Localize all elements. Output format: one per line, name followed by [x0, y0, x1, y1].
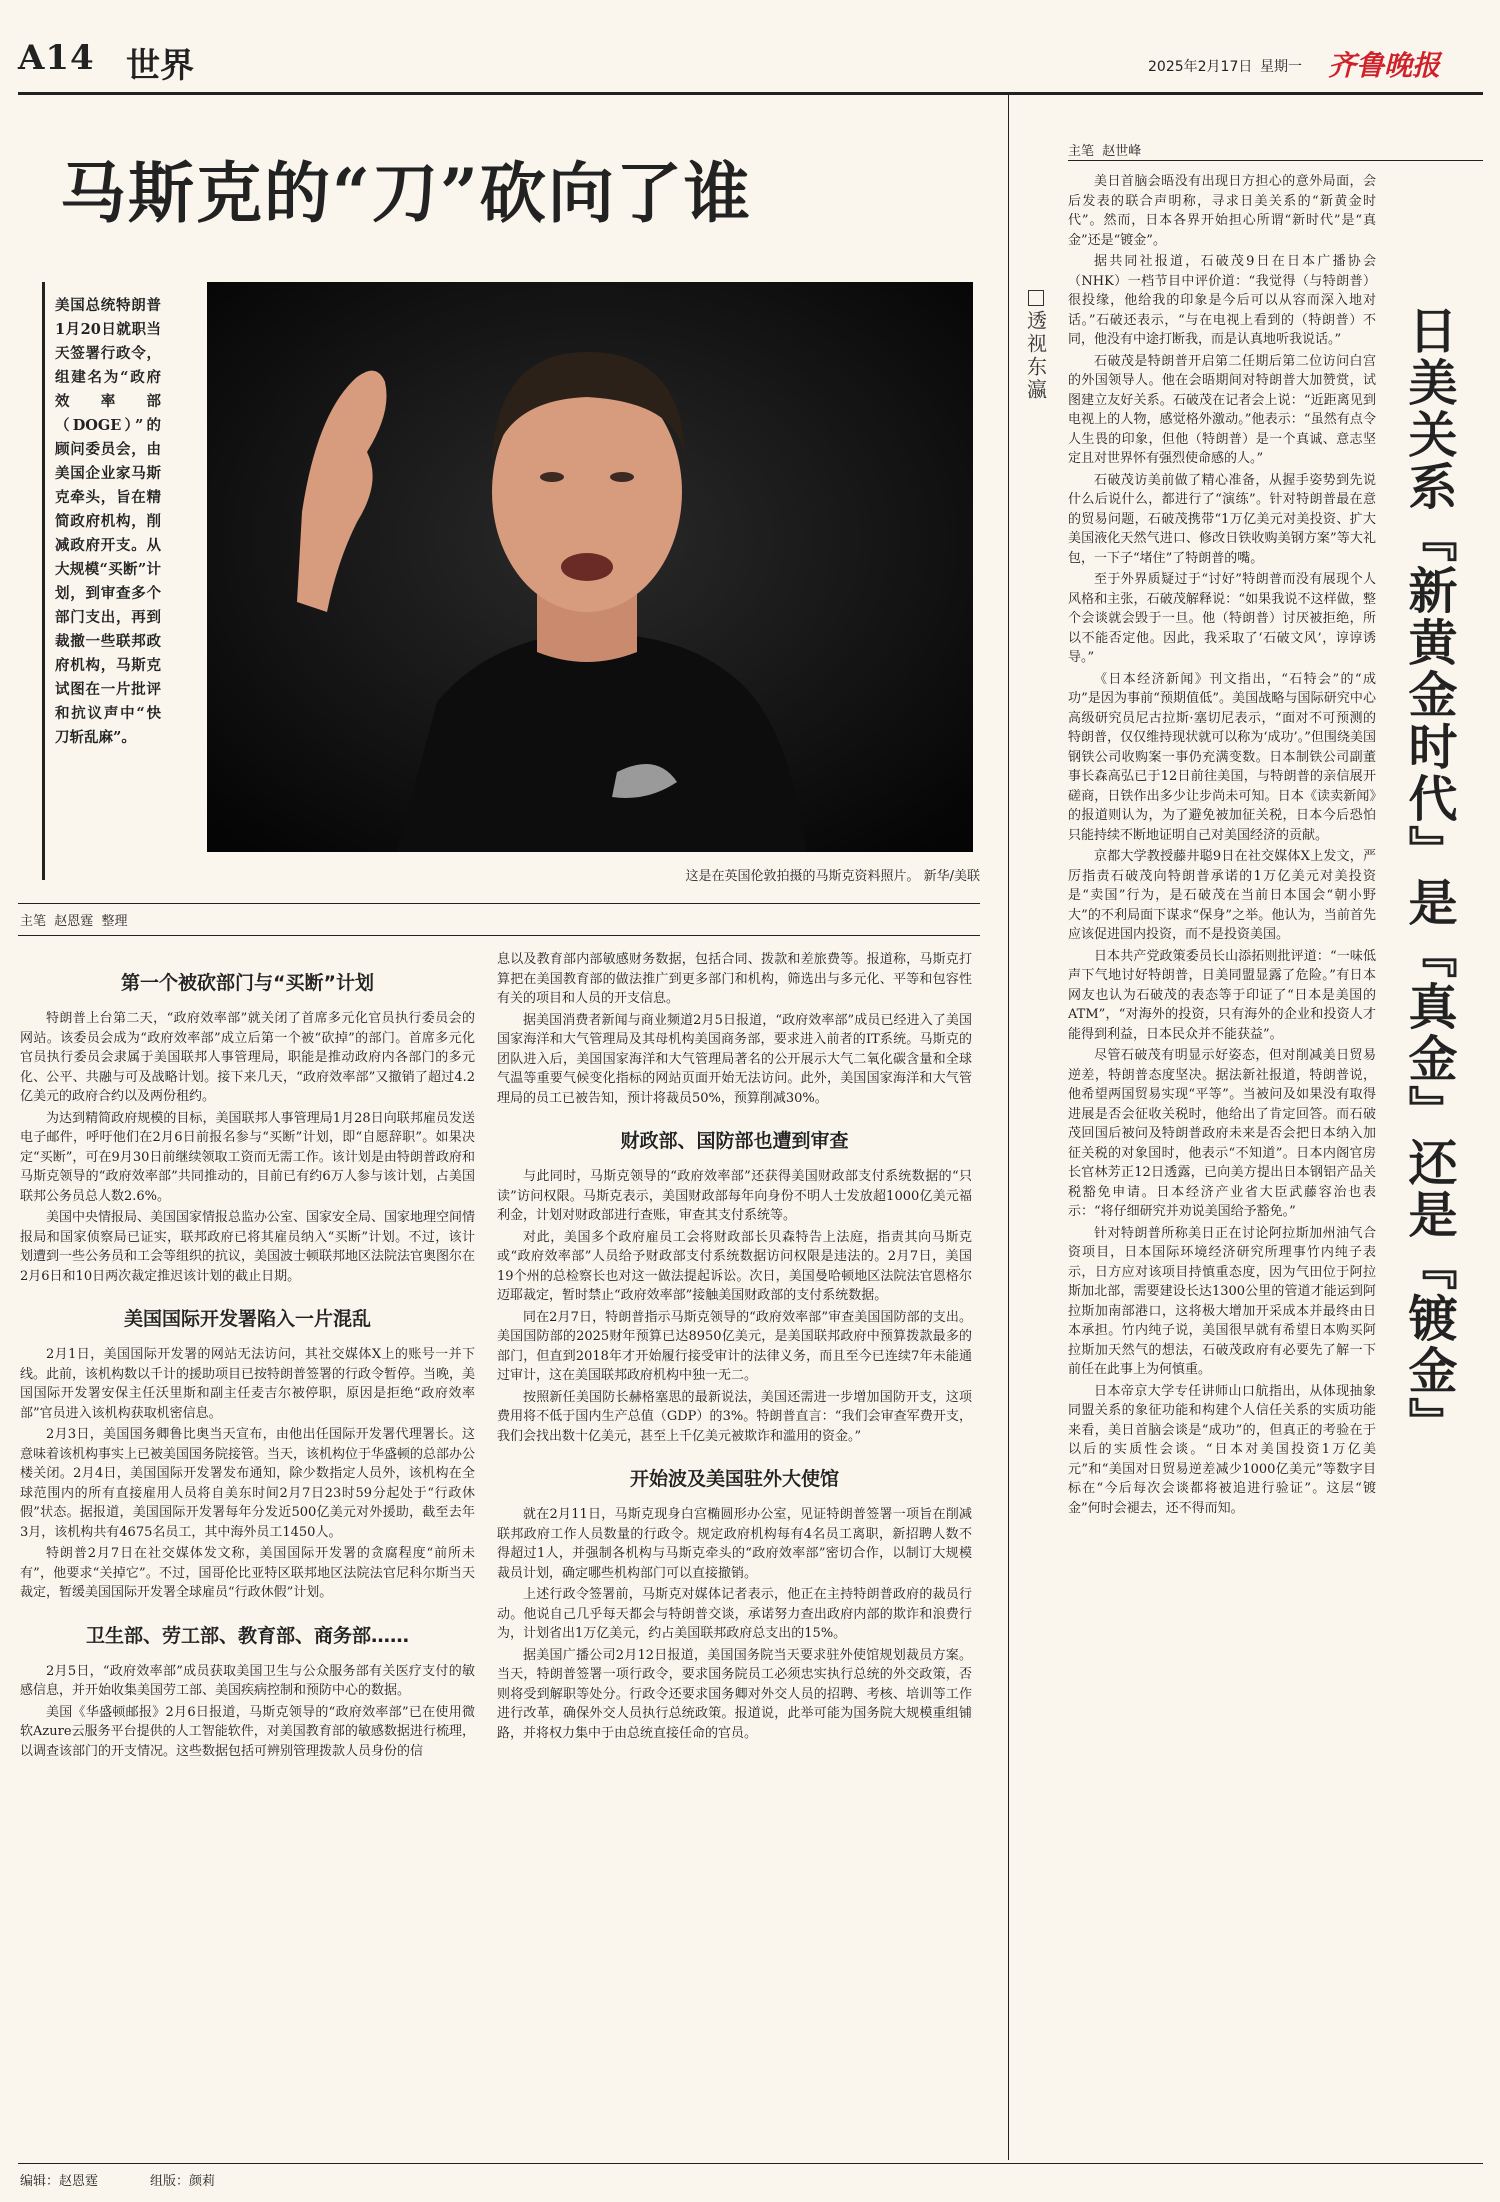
musk-photo-illustration: [207, 282, 973, 852]
subheading: 财政部、国防部也遭到审查: [620, 1130, 849, 1152]
paragraph: 据共同社报道，石破茂9日在日本广播协会（NHK）一档节目中评价道：“我觉得（与特朗普）很投缘，他给我的印象是今后可以从容而深入地对话。”石破还表示，“与在电视上看到的（特朗普）不同，他没有中途打断我，而是认真地听我说话。”: [1068, 254, 1376, 347]
left-byline: 主笔 赵恩霆 整理: [20, 914, 128, 929]
right-headline-line: 『新黄金时代』: [1401, 513, 1459, 877]
paragraph: 据美国消费者新闻与商业频道2月5日报道，“政府效率部”成员已经进入了美国国家海洋和大气管理局及其母机构美国商务部，要求进入前者的IT系统。马斯克的团队进入后，美国国家海洋和大气管理局著名的公开展示大气二氧化碳含量和全球气温等重要气候变化指标的网站页面开始无法访问。此外，美国国家海洋和大气管理局的员工已被告知，预计将裁员50%，预算削减30%。: [497, 1012, 972, 1106]
byline-rule-bottom: [18, 935, 980, 936]
right-byline: 主笔 赵世峰: [1068, 144, 1142, 159]
section-name: 世界: [126, 46, 194, 86]
lead-box: [42, 282, 160, 880]
paragraph: 与此同时，马斯克领导的“政府效率部”还获得美国财政部支付系统数据的“只读”访问权限。马斯克表示，美国财政部每年向身份不明人士发放超1000亿美元福利金，计划对财政部进行查账，审查其支付系统等。: [497, 1169, 972, 1223]
paragraph: 按照新任美国防长赫格塞思的最新说法，美国还需进一步增加国防开支，这项费用将不低于国内生产总值（GDP）的3%。特朗普直言：“我们会审查军费开支，我们会找出数十亿美元，甚至上千亿美元被欺诈和滥用的资金。”: [497, 1389, 972, 1444]
column-divider: [1008, 95, 1009, 2160]
column-label: [1020, 290, 1052, 402]
paragraph: 至于外界质疑过于“讨好”特朗普而没有展现个人风格和主张，石破茂解释说：“如果我说不这样做，整个会谈就会毁于一旦。他（特朗普）讨厌被拒绝，所以不能否定他。因此，我采取了‘石破文风’，谆谆诱导。”: [1068, 572, 1376, 665]
lead-text: 美国总统特朗普1月20日就职当天签署行政令，组建名为“政府效率部（DOGE）”的顾问委员会，由美国企业家马斯克牵头，旨在精简政府机构，削减政府开支。从大规模“买断”计划，到审查多个部门支出，再到裁撤一些联邦政府机构，马斯克试图在一片批评和抗议声中“快刀斩乱麻”。: [55, 297, 161, 746]
right-article-body: [1068, 172, 1376, 2160]
footer-rule: [18, 2163, 1483, 2164]
article-column-1: [20, 950, 475, 2160]
paragraph: 2月1日，美国国际开发署的网站无法访问，其社交媒体X上的账号一并下线。此前，该机构数以千计的援助项目已按特朗普签署的行政令暂停。当晚，美国国际开发署安保主任沃里斯和副主任麦吉尔被停职，原因是拒绝“政府效率部”官员进入该机构获取机密信息。: [20, 1347, 475, 1421]
subheading: 第一个被砍部门与“买断”计划: [121, 972, 374, 994]
article-column-2: [497, 950, 972, 2160]
paragraph: 美国《华盛顿邮报》2月6日报道，马斯克领导的“政府效率部”已在使用微软Azure云服务平台提供的人工智能软件，对美国教育部的敏感数据进行梳理，以调查该部门的开支情况。这些数据包括可辨别管理拨款人员身份的信: [20, 1704, 475, 1759]
paragraph: 美国中央情报局、美国国家情报总监办公室、国家安全局、国家地理空间情报局和国家侦察局已证实，联邦政府已将其雇员纳入“买断”计划。不过，该计划遭到一些公务员和工会等组织的抗议，美国波士顿联邦地区法院法官奥图尔在2月6日和10日两次裁定推迟该计划的截止日期。: [20, 1210, 475, 1284]
paragraph: 京都大学教授藤井聪9日在社交媒体X上发文，严厉指责石破茂向特朗普承诺的1万亿美元对美投资是“卖国”行为，是石破茂在当前日本国会“朝小野大”的不利局面下谋求“保身”之举。他认为，当前首先应该促进国内投资，而不是投资美国。: [1068, 849, 1376, 942]
photo-caption: 这是在英国伦敦拍摄的马斯克资料照片。 新华/美联: [685, 869, 980, 884]
footer-editor: 编辑：赵恩霆: [20, 2174, 99, 2189]
paragraph: 息以及教育部内部敏感财务数据，包括合同、拨款和差旅费等。报道称，马斯克打算把在美国教育部的做法推广到更多部门和机构，筛选出与多元化、平等和包容性有关的项目和人员的开支信息。: [497, 952, 972, 1006]
paragraph: 据美国广播公司2月12日报道，美国国务院当天要求驻外使馆规划裁员方案。当天，特朗普签署一项行政令，要求国务院员工必须忠实执行总统的外交政策，否则将受到解职等处分。行政令还要求国务卿对外交人员的招聘、考核、培训等工作进行改革，确保外交人员执行总统政策。报道说，此举可能为国务院大规模重组铺路，并将权力集中于由总统直接任命的官员。: [497, 1647, 972, 1741]
page-header: [18, 30, 1483, 90]
subheading: 开始波及美国驻外大使馆: [629, 1468, 839, 1490]
newspaper-logo: 齐鲁晚报: [1328, 49, 1441, 82]
right-byline-rule: [1068, 160, 1483, 161]
paragraph: 上述行政令签署前，马斯克对媒体记者表示，他正在主持特朗普政府的裁员行动。他说自己几乎每天都会与特朗普交谈，承诺努力查出政府内部的欺诈和浪费行为，计划省出1万亿美元，约占美国联邦政府总支出的15%。: [497, 1587, 972, 1641]
paragraph: 同在2月7日，特朗普指示马斯克领导的“政府效率部”审查美国国防部的支出。美国国防部的2025财年预算已达8950亿美元，是美国联邦政府中预算拨款最多的部门，但直到2018年才开始履行接受审计的法律义务，而且至今已连续7年未能通过审计，这在美国联邦政府机构中独一无二。: [497, 1309, 972, 1383]
paragraph: 尽管石破茂有明显示好姿态，但对削减美日贸易逆差，特朗普态度坚决。据法新社报道，特朗普说，他希望两国贸易实现“平等”。当被问及如果没有取得进展是否会征收关税时，他给出了肯定回答。而石破茂回国后被问及特朗普政府未来是否会把日本纳入加征关税的对象国时，他表示“不知道”。日本内阁官房长官林芳正12日透露，已向美方提出日本钢铝产品关税豁免申请。日本经济产业省大臣武藤容治也表示：“将仔细研究并劝说美国给予豁免。”: [1068, 1048, 1376, 1219]
issue-weekday: 星期一: [1260, 59, 1302, 75]
paragraph: 日本共产党政策委员长山添拓则批评道：“一味低声下气地讨好特朗普，日美同盟显露了危险。”有日本网友也认为石破茂的表态等于印证了“日本是美国的ATM”，“对海外的投资，只有海外的企业和投资人才能得到利益，日本民众并不能获益”。: [1068, 948, 1376, 1042]
right-headline-line: 还是『镀金』: [1401, 1137, 1459, 1449]
paragraph: 对此，美国多个政府雇员工会将财政部长贝森特告上法庭，指责其向马斯克或“政府效率部”人员给予财政部支付系统数据访问权限是违法的。2月7日，美国19个州的总检察长也对这一做法提起诉讼。次日，美国曼哈顿地区法院法官恩格尔迈耶裁定，暂时禁止“政府效率部”接触美国财政部的支付系统数据。: [497, 1229, 972, 1303]
paragraph: 2月3日，美国国务卿鲁比奥当天宣布，由他出任国际开发署代理署长。这意味着该机构事实上已被美国国务院接管。当天，该机构位于华盛顿的总部办公楼关闭。2月4日，美国国际开发署发布通知，除少数指定人员外，该机构在全球范围内的所有直接雇用人员将自美东时间2月7日23时59分起处于“行政休假”状态。据报道，美国国际开发署每年分发近500亿美元对外援助，截至去年3月，该机构共有4675名员工，其中海外员工1450人。: [20, 1427, 475, 1540]
paragraph: 针对特朗普所称美日正在讨论阿拉斯加州油气合资项目，日本国际环境经济研究所理事竹内纯子表示，日方应对该项目持慎重态度，因为气田位于阿拉斯加北部，需要建设长达1300公里的管道才能运到阿拉斯加南部港口，这将极大增加开采成本并最终由日本承担。竹内纯子说，美国很早就有希望日本购买阿拉斯加天然气的想法，石破茂政府有必要先了解一下前任在此事上为何慎重。: [1068, 1225, 1376, 1377]
paragraph: 特朗普上台第二天，“政府效率部”就关闭了首席多元化官员执行委员会的网站。该委员会成为“政府效率部”成立后第一个被“砍掉”的部门。首席多元化官员执行委员会隶属于美国联邦人事管理局，职能是推动政府内各部门的多元化、公平、共融与可及战略计划。接下来几天，“政府效率部”又撤销了超过4.2亿美元的政府合约以及两份租约。: [20, 1011, 475, 1104]
musk-photo: [207, 282, 973, 852]
page-number: A14: [18, 38, 95, 78]
footer-layout: 组版：颜莉: [150, 2174, 216, 2189]
right-headline-line: 是『真金』: [1401, 877, 1459, 1137]
byline-rule-top: [18, 903, 980, 904]
column-label-box-icon: [1028, 290, 1044, 306]
paragraph: 日本帝京大学专任讲师山口航指出，从体现抽象同盟关系的象征功能和构建个人信任关系的实质功能来看，美日首脑会谈是“成功”的，但真正的考验在于以后的实质性会谈。“日本对美国投资1万亿美元”和“美国对日贸易逆差减少1000亿美元”等数字目标在“今后每次会谈都将被追进行验证”。这层“镀金”何时会褪去，还不得而知。: [1068, 1383, 1376, 1516]
subheading: 卫生部、劳工部、教育部、商务部……: [85, 1624, 409, 1647]
paragraph: 美日首脑会晤没有出现日方担心的意外局面，会后发表的联合声明称，寻求日美关系的“新黄金时代”。然而，日本各界开始担心所谓“新时代”是“真金”还是“镀金”。: [1068, 174, 1376, 248]
right-headline-line: 日美关系: [1401, 305, 1459, 513]
header-rule: [18, 92, 1483, 95]
paragraph: 《日本经济新闻》刊文指出，“石特会”的“成功”是因为事前“预期值低”。美国战略与国际研究中心高级研究员尼古拉斯·塞切尼表示，“面对不可预测的特朗普，仅仅维持现状就可以称为‘成功’。”但围绕美国钢铁公司收购案一事仍充满变数。日本制铁公司副董事长森高弘已于12日前往美国，与特朗普的亲信展开磋商，日铁作出多少让步尚未可知。日本《读卖新闻》的报道则认为，为了避免被加征关税，日本今后恐怕只能持续不断地证明自己对美国经济的贡献。: [1068, 671, 1376, 843]
paragraph: 就在2月11日，马斯克现身白宫椭圆形办公室，见证特朗普签署一项旨在削减联邦政府工作人员数量的行政令。规定政府机构每有4名员工离职，新招聘人数不得超过1人，并强制各机构与马斯克牵头的“政府效率部”密切合作，以制订大规模裁员计划，确定哪些机构部门可以直接撤销。: [497, 1507, 972, 1581]
paragraph: 石破茂是特朗普开启第二任期后第二位访问白宫的外国领导人。他在会晤期间对特朗普大加赞赏，试图建立友好关系。石破茂在记者会上说：“近距离见到电视上的人物，感觉格外激动。”他表示：“虽然有点令人生畏的印象，但他（特朗普）是一个真诚、意志坚定且对世界怀有强烈使命感的人。”: [1068, 353, 1376, 466]
right-headline: [1395, 305, 1485, 1545]
main-title: 马斯克的“刀”砍向了谁: [60, 154, 752, 232]
issue-date: 2025年2月17日: [1148, 59, 1253, 75]
paragraph: 为达到精简政府规模的目标，美国联邦人事管理局1月28日向联邦雇员发送电子邮件，呼吁他们在2月6日前报名参与“买断”计划，即“自愿辞职”。如果决定“买断”，可在9月30日前继续领取工资而无需工作。该计划是由特朗普政府和马斯克领导的“政府效率部”共同推动的，目前已有约6万人参与该计划，占美国联邦公务员总人数2.6%。: [20, 1110, 475, 1204]
subheading: 美国国际开发署陷入一片混乱: [123, 1308, 371, 1330]
right-headline-text: [1395, 305, 1465, 1545]
paragraph: 特朗普2月7日在社交媒体发文称，美国国际开发署的贪腐程度“前所未有”，他要求“关掉它”。不过，国哥伦比亚特区联邦地区法院法官尼科尔斯当天裁定，暂缓美国国际开发署全球雇员“行政休假”计划。: [20, 1546, 475, 1600]
paragraph: 2月5日，“政府效率部”成员获取美国卫生与公众服务部有关医疗支付的敏感信息，并开始收集美国劳工部、美国疾病控制和预防中心的数据。: [20, 1663, 475, 1698]
paragraph: 石破茂访美前做了精心准备，从握手姿势到先说什么后说什么，都进行了“演练”。针对特朗普最在意的贸易问题，石破茂携带“1万亿美元对美投资、扩大美国液化天然气进口、修改日铁收购美钢方案”等大礼包，一下子“堵住”了特朗普的嘴。: [1068, 472, 1376, 566]
column-label-text: 透视东瀛: [1023, 310, 1048, 402]
